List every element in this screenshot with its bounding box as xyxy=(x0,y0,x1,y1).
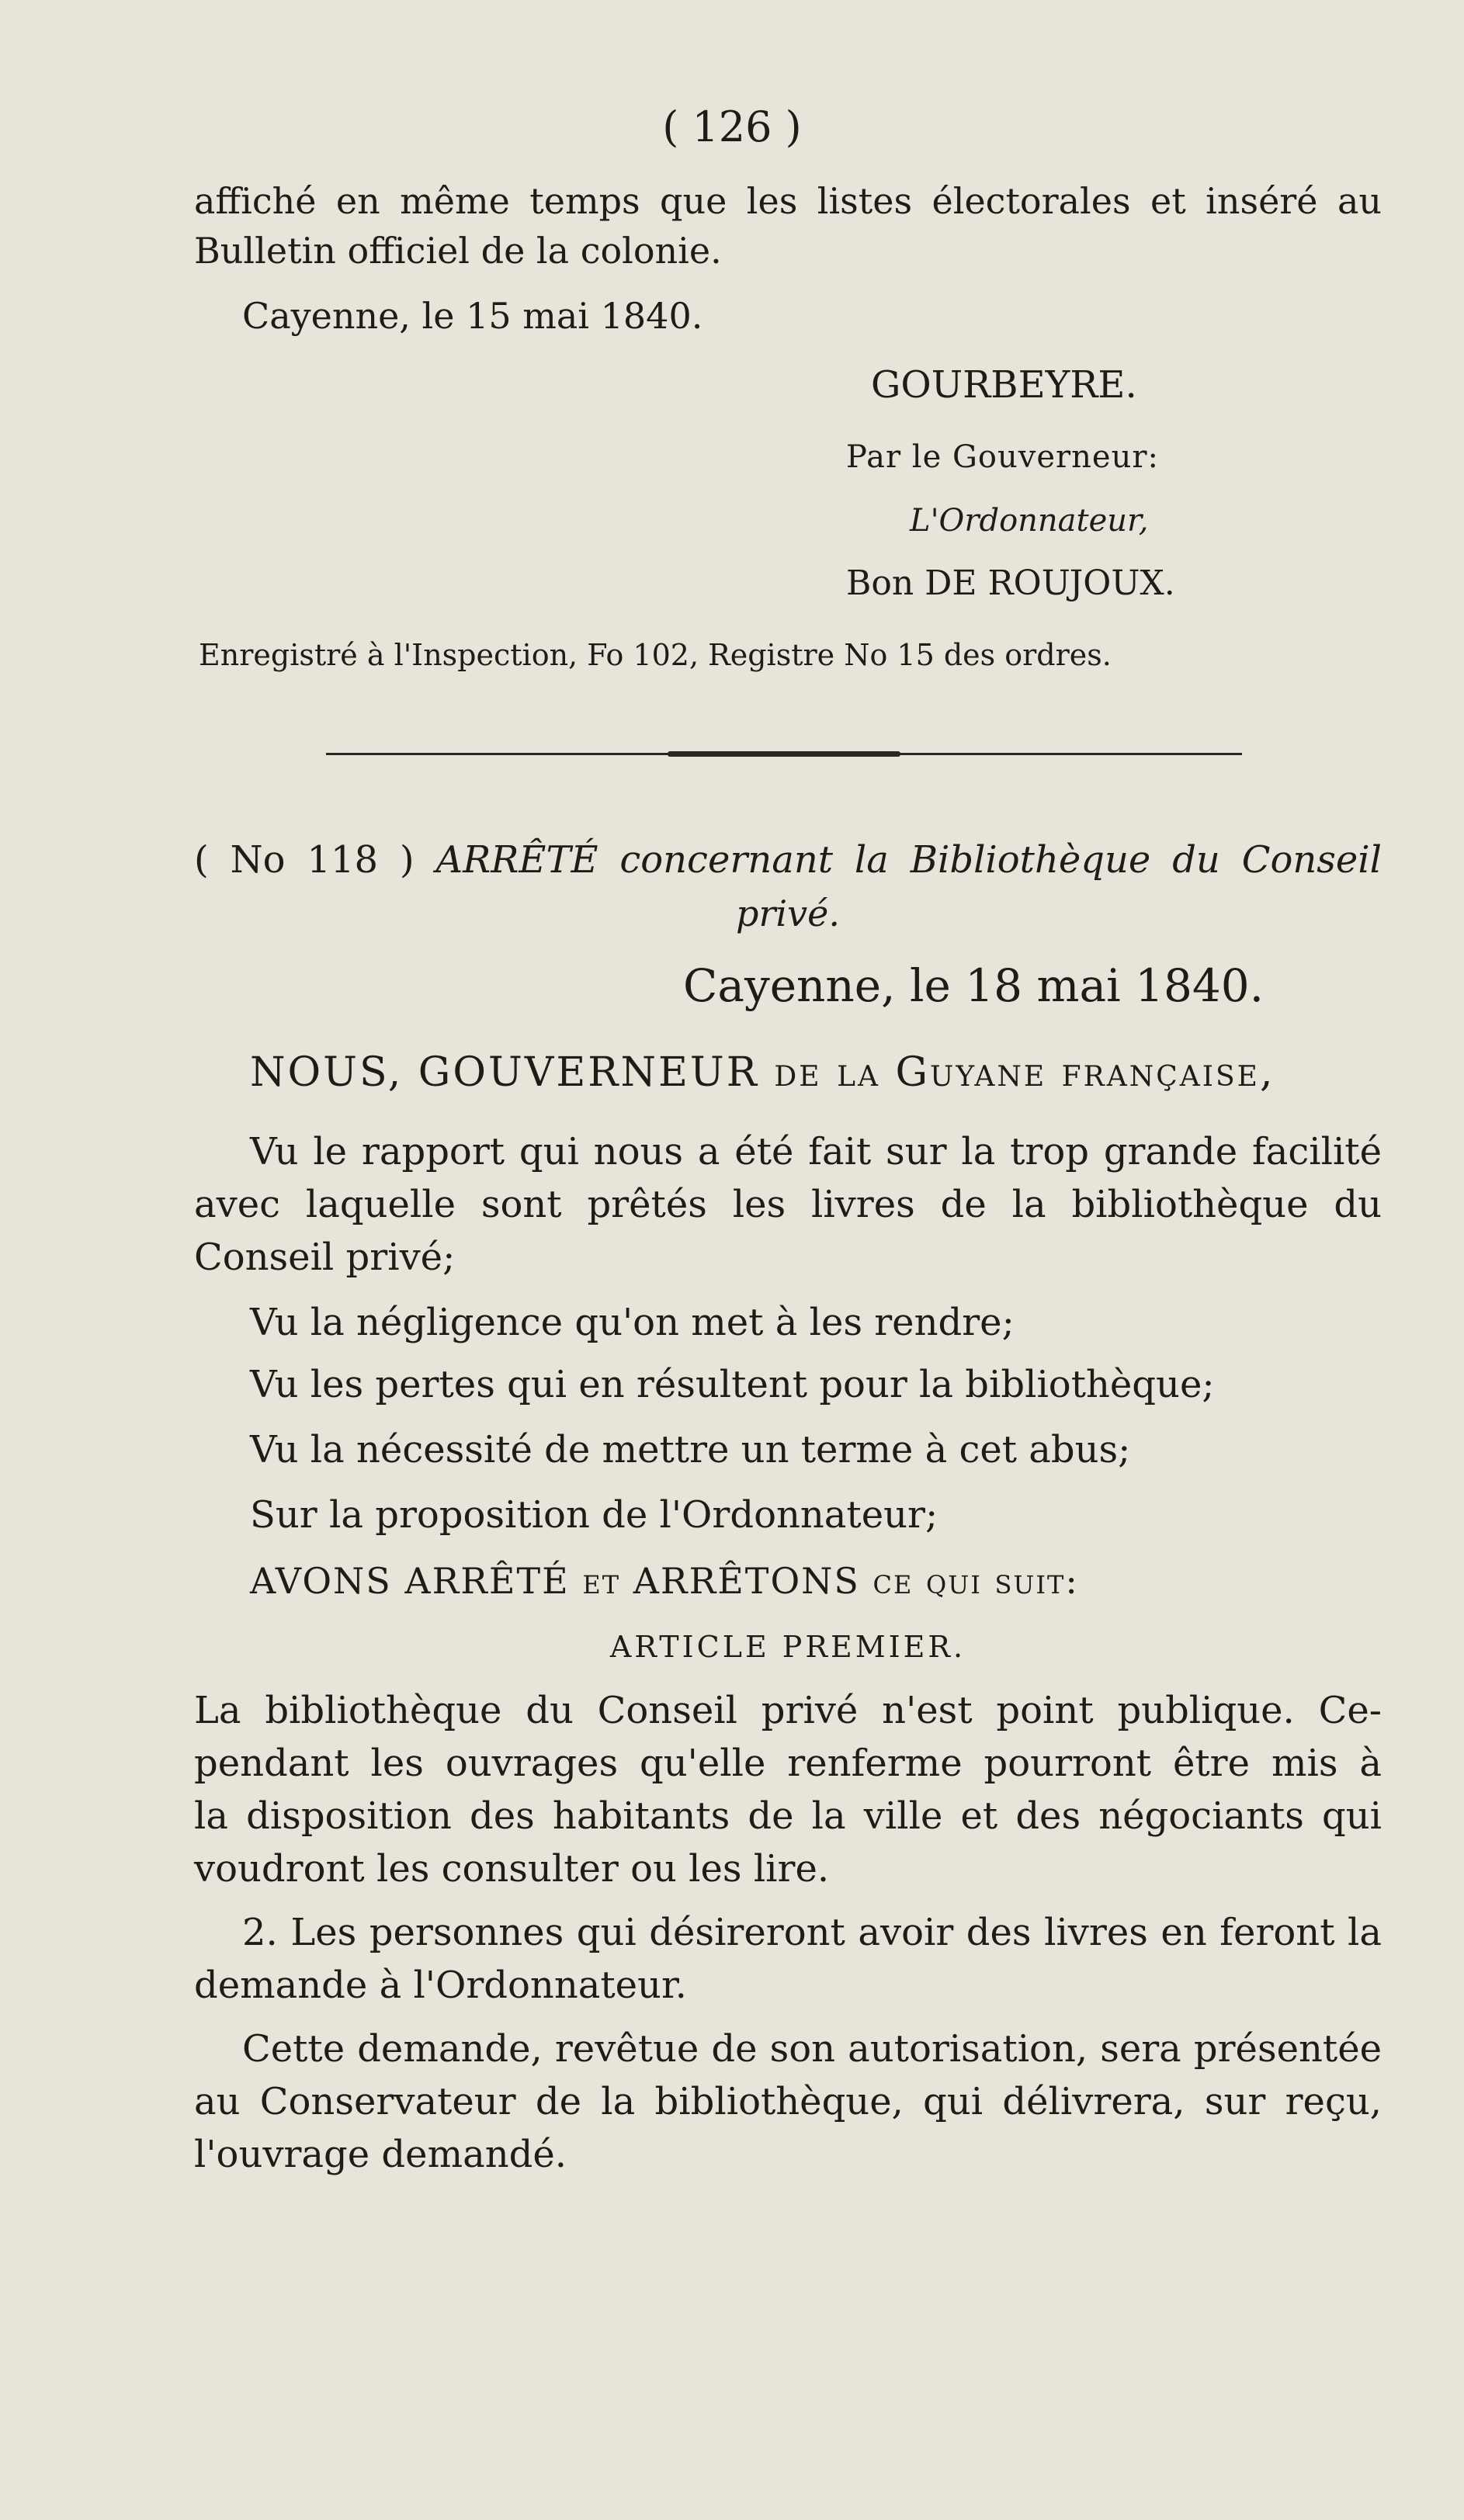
decree-number: ( No 118 ) xyxy=(194,838,415,882)
signatory: GOURBEYRE. xyxy=(871,363,1137,407)
consideration-4: Vu la nécessité de mettre un terme à cet abus; xyxy=(250,1428,1131,1471)
decree-title xyxy=(194,838,1382,882)
consideration-5: Sur la proposition de l'Ordonnateur; xyxy=(250,1493,938,1537)
decree-date: Cayenne, le 18 mai 1840. xyxy=(683,959,1265,1012)
ordonnateur-name: Bon DE ROUJOUX. xyxy=(846,563,1175,603)
article-1-line: voudront les consulter ou les lire. xyxy=(194,1847,830,1891)
article-2-line: 2. Les personnes qui désireront avoir des livres en feront la xyxy=(242,1911,1382,1954)
registration-note: Enregistré à l'Inspection, Fo 102, Registre No 15 des ordres. xyxy=(199,638,1112,672)
article-1-line: la disposition des habitants de la ville et des négociants qui xyxy=(194,1794,1382,1838)
decree-title-text: ARRÊTÉ concernant la Bibliothèque du Conseil xyxy=(435,838,1382,882)
article-2-line: demande à l'Ordonnateur. xyxy=(194,1964,687,2007)
consideration-1-end: Conseil privé; xyxy=(194,1236,456,1279)
decision-line: AVONS ARRÊTÉ et ARRÊTONS ce qui suit: xyxy=(250,1560,1079,1602)
text-line: affiché en même temps que les listes électorales et inséré au xyxy=(194,180,1382,222)
preamble: NOUS, GOUVERNEUR de la Guyane française, xyxy=(250,1049,1275,1096)
consideration-3: Vu les pertes qui en résultent pour la bibliothèque; xyxy=(250,1363,1215,1406)
decree-title-line2: privé. xyxy=(736,893,840,934)
by-governor: Par le Gouverneur: xyxy=(846,439,1159,475)
consideration-1-cont: avec laquelle sont prêtés les livres de la bibliothèque du xyxy=(194,1183,1382,1226)
text-line: Bulletin officiel de la colonie. xyxy=(194,230,722,272)
article-2-cont-line: au Conservateur de la bibliothèque, qui délivrera, sur reçu, xyxy=(194,2080,1382,2123)
article-2-cont-line: l'ouvrage demandé. xyxy=(194,2133,567,2176)
consideration-2: Vu la négligence qu'on met à les rendre; xyxy=(250,1301,1015,1344)
page-number: ( 126 ) xyxy=(662,102,802,151)
article-2-cont-line: Cette demande, revêtue de son autorisation, sera présentée xyxy=(242,2027,1382,2071)
separator-rule-center xyxy=(668,751,900,757)
article-1-line: La bibliothèque du Conseil privé n'est point publique. Ce- xyxy=(194,1689,1382,1732)
date-line: Cayenne, le 15 mai 1840. xyxy=(242,295,703,337)
consideration-1: Vu le rapport qui nous a été fait sur la trop grande facilité xyxy=(250,1130,1382,1173)
article-1-line: pendant les ouvrages qu'elle renferme pourront être mis à xyxy=(194,1742,1382,1785)
ordonnateur-title: L'Ordonnateur, xyxy=(910,503,1149,539)
article-heading: ARTICLE PREMIER. xyxy=(609,1630,966,1664)
